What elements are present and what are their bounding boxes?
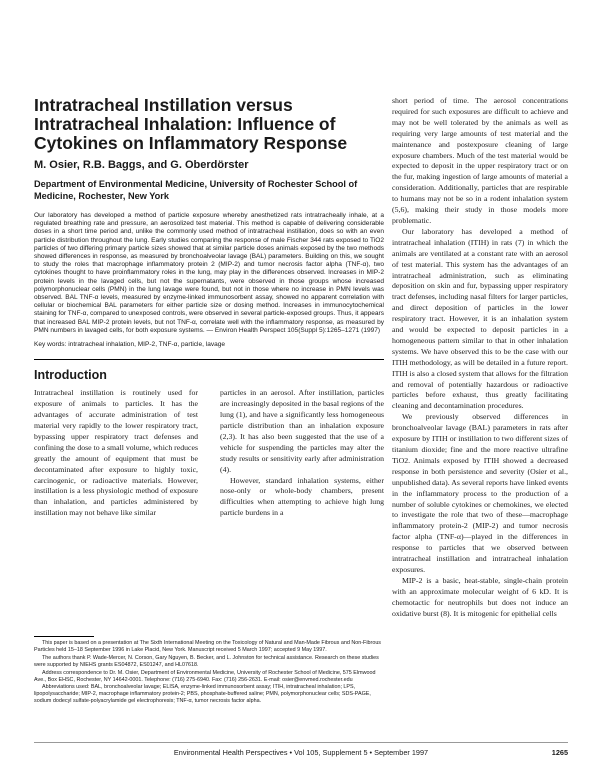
- abstract-text: Our laboratory has developed a method of particle exposure whereby anesthetized rats intratracheally inhale, at a regulated breathing rate and pressure, an aerosolized test material. This method is capable of delivering considerable doses in a short time period and, unlike the commonly used method of intratracheal instillation, does so with an even particle distribution throughout the lung. Early studies comparing the response of male Fischer 344 rats exposed to TiO2 particles of two differing primary particle sizes showed that at similar particle doses animals exposed by the two methods showed differences in response, as measured by bronchoalveolar lavage (BAL) parameters. Building on this, we sought to study the roles that macrophage inflammatory protein 2 (MIP-2) and tumor necrosis factor alpha (TNF-α), two cytokines thought to have proinflammatory roles in the lung, may play in the differences observed. Increases in MIP-2 protein levels in the lavaged cells, but not the supernatants, were observed in those groups whose increased polymorphonuclear cells (PMN) in the lung lavage were found, but not in those where no increase in PMN levels was observed. BAL TNF-α levels, measured by enzyme-linked immunosorbent assay, showed no apparent correlation with cellular or biochemical BAL parameters for either particle size or dosing method. Increases in immunocytochemical staining for TNF-α, compared to unexposed controls, were observed in several particle-exposed groups. Thus, it appears that increased BAL MIP-2 protein levels, but not TNF-α, correlate well with the inflammatory response, as measured by PMN numbers in lavaged cells, for both exposure systems.: [34, 212, 384, 334]
- paragraph: short period of time. The aerosol concentrations required for such exposures are difficult to achieve and may not be well tolerated by the animals as well as requiring very large amounts of test material and the maintenance and postexposure cleaning of large exposure chambers. Much of the test material would be expected to deposit in the upper respiratory tract or on the fur, making ingestion of large amounts of material a consideration. Additionally, particles that are respirable to humans may not be so in a rodent inhalation system (5,6), making their study in those models more problematic.: [392, 96, 568, 225]
- footnote: This paper is based on a presentation at The Sixth International Meeting on the Toxicology of Natural and Man-Made Fibrous and Non-Fibrous Particles held 15–18 September 1996 in Lake Placid, New York. Manuscript received 5 March 1997; accepted 9 May 1997.: [34, 640, 382, 653]
- keywords-label: Key words:: [34, 341, 67, 349]
- footnote: The authors thank P. Wade-Mercer, N. Corson, Gary Nguyen, B. Becker, and L. Johnston for technical assistance. Research on these studies were supported by NIEHS grants ES04872, ES01247, and HL07618.: [34, 654, 379, 668]
- right-column: [392, 96, 568, 620]
- abstract-citation: — Environ Health Perspect 105(Suppl 5):1265–1271 (1997): [204, 326, 381, 334]
- paragraph: Our laboratory has developed a method of intratracheal inhalation (ITIH) in rats (7) in which the animals are ventilated at a constant rate with an aerosol of test material. This system has the advantages of an intratracheal administration, such as eliminating deposition on skin and fur, bypassing upper respiratory tract defenses, including nasal filters for larger particles, and direct deposition of particles in the lower respiratory tract. However, it is an inhalation system and would be expected to deposit particles in a homogeneous pattern similar to that in other inhalation systems. We have observed this to be the case with our ITIH methodology, as will be detailed in a future report. ITIH is also a closed system that allows for the filtration and removal of potentially hazardous or radioactive particles before exhaust, thus greatly facilitating cleaning and decontamination procedures.: [392, 226, 568, 411]
- intro-column-1: [34, 388, 198, 519]
- intro-column-2: [220, 388, 384, 519]
- section-divider: [34, 359, 384, 360]
- left-column: [34, 96, 384, 519]
- footnote: Abbreviations used: BAL, bronchoalveolar lavage; ELISA, enzyme-linked immunosorbent assay; ITIH, intratracheal inhalation; LPS, lipopolysaccharide; MIP-2, macrophage inflammatory protein-2; PBS, phosphate-buffered saline; PMN, polymorphonuclear cells; SDS-PAGE, sodium dodecyl sulfate-polyacrylamide gel electrophoresis; TNF-α, tumor necrosis factor alpha.: [34, 684, 371, 705]
- introduction-heading: Introduction: [34, 368, 107, 383]
- footer-rule: [34, 742, 568, 743]
- paragraph: MIP-2 is a basic, heat-stable, single-chain protein with an approximate molecular weight of 6 kD. It is chemotactic for neutrophils but does not induce an oxidative burst (8). It is mitogenic for epithelial cells: [392, 575, 568, 618]
- article-title: Intratracheal Instillation versus Intratracheal Inhalation: Influence of Cytokines on Inflammatory Response: [34, 95, 348, 153]
- footnotes: [34, 636, 384, 706]
- keywords: [34, 341, 384, 349]
- footnote-rule: [34, 636, 94, 637]
- page-number: 1265: [551, 748, 568, 757]
- right-column-text: [392, 96, 568, 620]
- paragraph: particles in an aerosol. After instillation, particles are increasingly deposited in the basal regions of the lung (1), and have a significantly less homogeneous particle distribution than an inhalation exposure (2,3). It has also been suggested that the use of a vehicle for suspending the particles may alter the study results or sensitivity early after administration (4).: [220, 388, 384, 474]
- abstract: [34, 212, 384, 335]
- article-authors: M. Osier, R.B. Baggs, and G. Oberdörster: [34, 159, 249, 171]
- paragraph: Intratracheal instillation is routinely used for exposure of animals to particles. It has the advantages of accurate administration of test material very rapidly to the lower respiratory tract, bypassing upper respiratory tract defenses and confining the dose to a small volume, which reduces greatly the amount of equipment that must be decontaminated after exposure to highly toxic, carcinogenic, or radioactive materials. However, instillation is a less physiologic method of exposure than inhalation, and particles administered by instillation may not behave like similar: [34, 388, 198, 518]
- introduction-body: [34, 388, 384, 519]
- keywords-text: intratracheal inhalation, MIP-2, TNF-α, particle, lavage: [68, 341, 226, 349]
- footnote: Address correspondence to Dr. M. Osier, Department of Environmental Medicine, University of Rochester School of Medicine, 575 Elmwood Ave., Box EHSC, Rochester, NY 14642-0001. Telephone: (716) 275-6940. Fax: (716) 256-2631. E-mail: osier@envmed.rochester.edu: [34, 669, 376, 683]
- paragraph: We previously observed differences in bronchoalveolar lavage (BAL) parameters in rats after exposure by ITIH or instillation to two different sizes of titanium dioxide; fine and the more reactive ultrafine TiO2. Animals exposed by ITIH showed a decreased response in both persistence and severity (Osier et al., unpublished data). As several reports have linked events in the inflammatory process to the production of a number of soluble cytokines or chemokines, we elected to investigate the role that two of these—macrophage inflammatory protein-2 (MIP-2) and tumor necrosis factor alpha (TNF-α)—played in the differences in response to particles that we observed between intratracheal instillation and intratracheal inhalation exposures.: [392, 412, 568, 574]
- author-affiliation: Department of Environmental Medicine, University of Rochester School of Medicine, Rochester, New York: [34, 179, 358, 201]
- paragraph: However, standard inhalation systems, either nose-only or whole-body chambers, present difficulties when attempting to achieve high lung particle burdens in a: [220, 475, 384, 518]
- journal-footer: Environmental Health Perspectives • Vol 105, Supplement 5 • September 1997: [173, 748, 429, 757]
